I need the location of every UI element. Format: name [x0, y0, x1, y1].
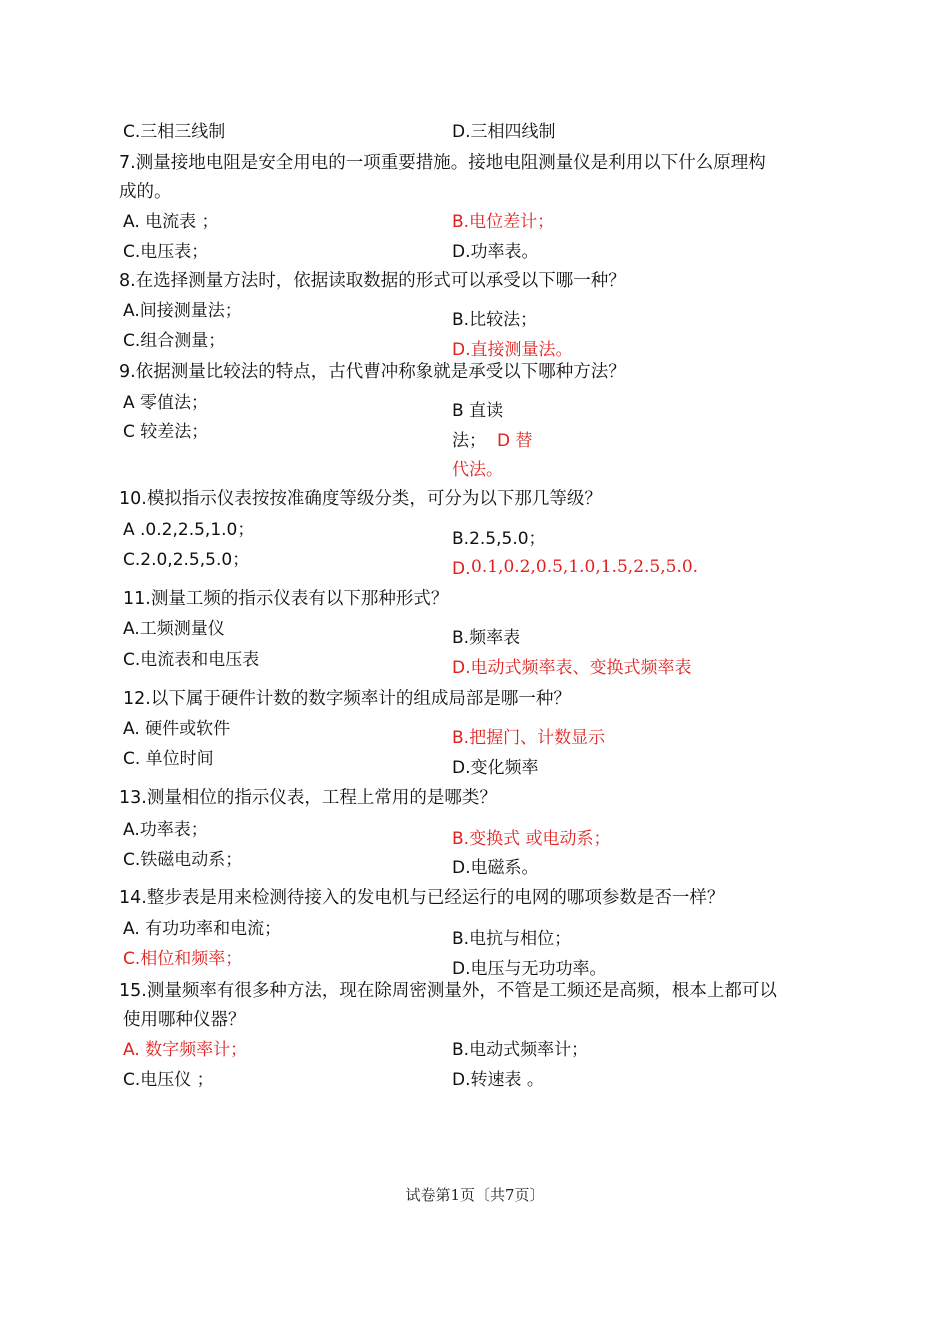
q7-question-line2: 成的。 [119, 182, 172, 202]
q8-question: 8.在选择测量方法时，依据读取数据的形式可以承受以下哪一种？ [119, 271, 626, 291]
q15-question-line2: 使用哪种仪器？ [123, 1010, 246, 1030]
q9-option-d-answer-line1: D 替 [497, 431, 533, 451]
q6-option-d: D.三相四线制 [452, 122, 556, 142]
q9-option-b-line2: 法； [452, 431, 486, 451]
q11-option-d-answer: D.电动式频率表、变换式频率表 [452, 658, 692, 678]
q12-question: 12.以下属于硬件计数的数字频率计的组成局部是哪一种？ [123, 689, 571, 709]
q11-option-c: C.电流表和电压表 [123, 650, 260, 670]
q13-question: 13.测量相位的指示仪表，工程上常用的是哪类？ [119, 788, 497, 808]
q13-option-b-answer: B.变换式 或电动系； [452, 829, 611, 849]
q15-option-d: D.转速表 。 [452, 1070, 544, 1090]
q14-option-a: A. 有功功率和电流； [123, 919, 282, 939]
q14-option-c-answer: C.相位和频率； [123, 949, 243, 969]
q13-option-c: C.铁磁电动系； [123, 850, 243, 870]
q6-option-c: C.三相三线制 [123, 122, 226, 142]
q14-option-d: D.电压与无功功率。 [452, 959, 607, 979]
q10-option-d-prefix: D. [452, 559, 471, 579]
page-footer: 试卷第1页〔共7页〕 [405, 1186, 545, 1204]
q11-option-b: B.频率表 [452, 628, 521, 648]
q10-option-c: C.2.0,2.5,5.0； [123, 550, 250, 570]
q7-question-line1: 7.测量接地电阻是安全用电的一项重要措施。接地电阻测量仪是利用以下什么原理构 [119, 153, 766, 173]
q8-option-d-answer: D.直接测量法。 [452, 340, 573, 360]
q13-option-d: D.电磁系。 [452, 858, 539, 878]
q7-option-a: A. 电流表 ； [123, 212, 219, 232]
q15-question-line1: 15.测量频率有很多种方法，现在除周密测量外，不管是工频还是高频，根本上都可以 [119, 981, 777, 1001]
q9-question: 9.依据测量比较法的特点，古代曹冲称象就是承受以下哪种方法？ [119, 362, 626, 382]
q11-option-a: A.工频测量仪 [123, 619, 225, 639]
q12-option-c: C. 单位时间 [123, 749, 214, 769]
q12-option-b-answer: B.把握门、计数显示 [452, 728, 606, 748]
q7-option-b-answer: B.电位差计； [452, 212, 555, 232]
q10-option-d-answer: 0.1,0.2,0.5,1.0,1.5,2.5,5.0. [471, 557, 699, 577]
q14-question: 14.整步表是用来检测待接入的发电机与已经运行的电网的哪项参数是否一样？ [119, 888, 725, 908]
q10-option-b: B.2.5,5.0； [452, 529, 546, 549]
q12-option-a: A. 硬件或软件 [123, 719, 231, 739]
q14-option-b: B.电抗与相位； [452, 929, 572, 949]
q15-option-a-answer: A. 数字频率计； [123, 1040, 248, 1060]
q10-option-a: A .0.2,2.5,1.0； [123, 520, 255, 540]
q15-option-c: C.电压仪 ； [123, 1070, 214, 1090]
q12-option-d: D.变化频率 [452, 758, 539, 778]
q8-option-b: B.比较法； [452, 310, 538, 330]
q9-option-d-answer-line2: 代法。 [452, 460, 503, 480]
q8-option-a: A.间接测量法； [123, 301, 242, 321]
q9-option-b-line1: B 直读 [452, 401, 504, 421]
q7-option-c: C.电压表； [123, 242, 209, 262]
q13-option-a: A.功率表； [123, 820, 208, 840]
q8-option-c: C.组合测量； [123, 331, 226, 351]
q9-option-c: C 较差法； [123, 422, 209, 442]
q15-option-b: B.电动式频率计； [452, 1040, 589, 1060]
q11-question: 11.测量工频的指示仪表有以下那种形式？ [123, 589, 449, 609]
q7-option-d: D.功率表。 [452, 242, 539, 262]
q10-question: 10.模拟指示仪表按按准确度等级分类，可分为以下那几等级？ [119, 489, 602, 509]
q9-option-a: A 零值法； [123, 393, 209, 413]
